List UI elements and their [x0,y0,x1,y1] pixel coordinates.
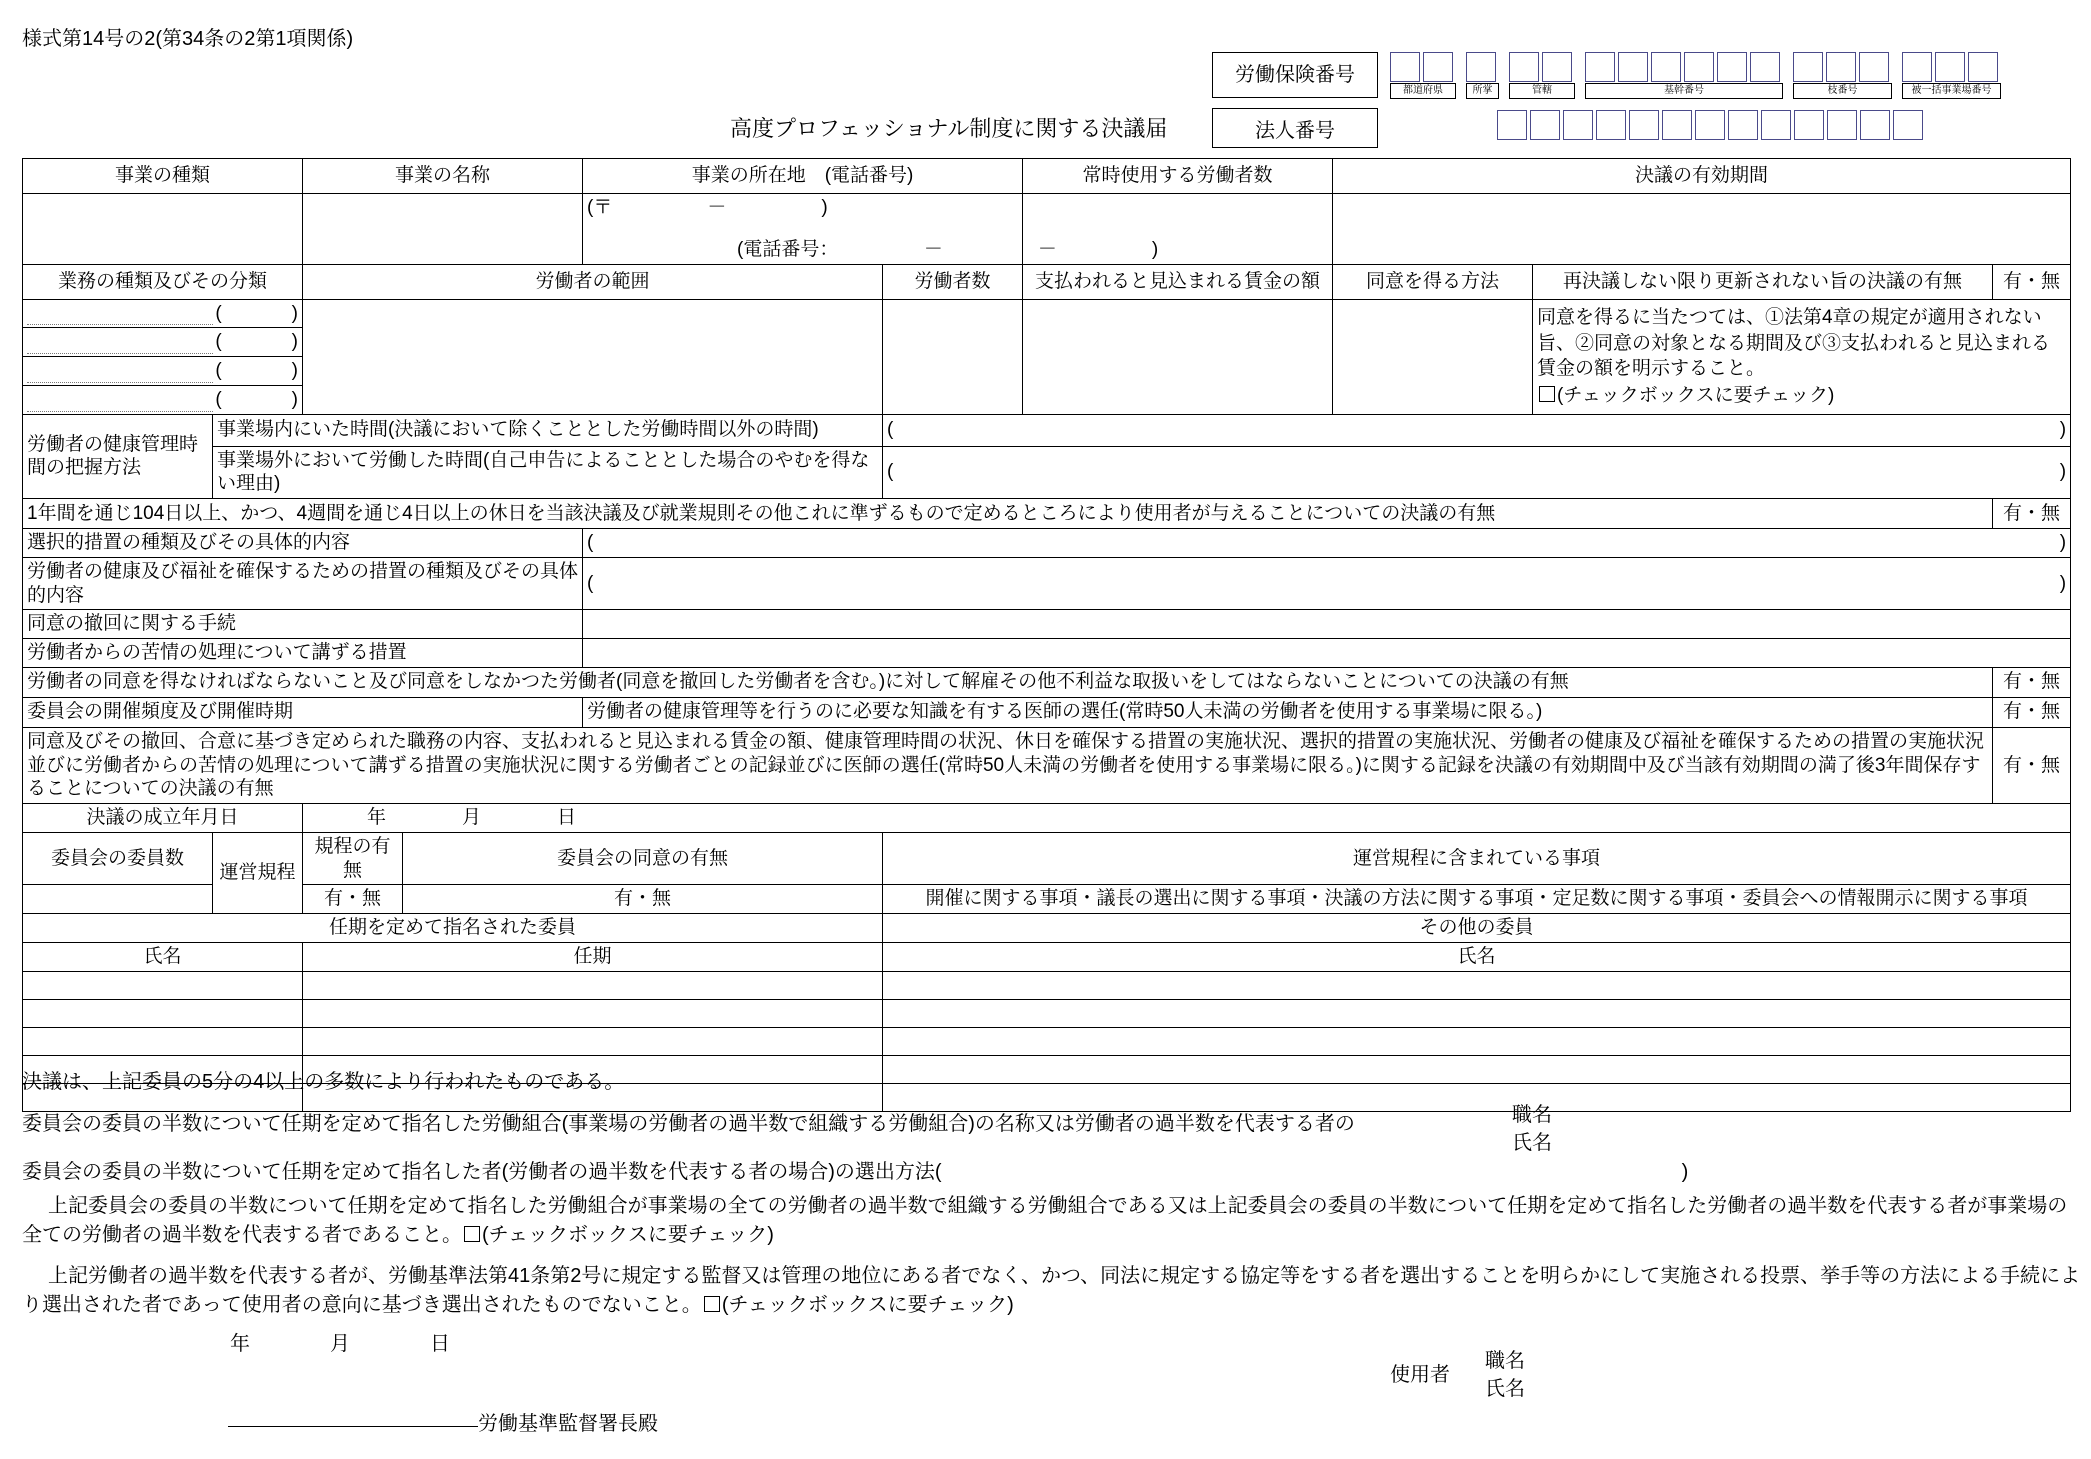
consent-checkbox-row[interactable] [1537,384,2066,408]
rep-title-label: 職名 [1512,1104,1552,1126]
header-validity-period: 決議の有効期間 [1333,159,2071,194]
office-line-text: 労働基準監督署長殿 [478,1413,658,1435]
renewal-yes-no[interactable]: 有・無 [1993,264,2071,299]
other-member-name-cell[interactable] [883,1027,2071,1055]
insurance-group-caption: 基幹番号 [1585,83,1783,99]
insurance-group-caption: 被一括事業場番号 [1902,83,2001,99]
label-committee-frequency: 委員会の開催頻度及び開催時期 [23,697,583,727]
record-yes-no[interactable]: 有・無 [1993,727,2071,803]
corporate-digit-box[interactable] [1794,110,1824,140]
worker-number-entry[interactable] [883,299,1023,414]
committee-consent-yes-no[interactable]: 有・無 [403,885,883,914]
corporate-digit-box[interactable] [1563,110,1593,140]
insurance-digit-box[interactable] [1968,52,1998,82]
footer-line-1: 決議は、上記委員の5分の4以上の多数により行われたものである。 [22,1071,625,1093]
footer-line-5-cb-note: (チェックボックスに要チェック) [721,1294,1014,1316]
insurance-group-caption: 枝番号 [1793,83,1892,99]
label-appointed-members: 任期を定めて指名された委員 [23,914,883,943]
label-rule-exists: 規程の有無 [303,832,403,885]
insurance-group-0 [1390,52,1456,99]
insurance-digit-box[interactable] [1902,52,1932,82]
selective-measure-value[interactable]: ( ) [583,529,2071,558]
other-member-name-cell[interactable] [883,999,2071,1027]
insurance-digit-box[interactable] [1542,52,1572,82]
other-member-name-cell[interactable] [883,971,2071,999]
label-committee-consent: 委員会の同意の有無 [403,832,883,885]
rep-name-label: 氏名 [1512,1132,1552,1154]
corporate-digit-box[interactable] [1695,110,1725,140]
health-time-outside: 事業場外において労働した時間(自己申告によることとした場合のやむを得ない理由) [213,446,883,499]
corporate-digit-box[interactable] [1629,110,1659,140]
footer-line-5-text: 上記労働者の過半数を代表する者が、労働基準法第41条第2号に規定する監督又は管理の地位にある者でなく、かつ、同法に規定する協定等をする者を選出することを明らかにして実施される投票、挙手等の方法による手続により選出された者であって使用者の意向に基づき選出されたものでないこと。 [22,1265,2081,1316]
label-doctor-appointment: 労働者の健康管理等を行うのに必要な知識を有する医師の選任(常時50人未満の労働者を使用する事業場に限る。) [583,697,1993,727]
consent-note-cell [1533,299,2071,414]
consent-checkbox[interactable] [1539,386,1555,402]
footer-line-3: 委員会の委員の半数について任期を定めて指名した者(労働者の過半数を代表する者の場合)の選出方法( ) [22,1161,1689,1183]
insurance-digit-box[interactable] [1826,52,1856,82]
insurance-digit-box[interactable] [1750,52,1780,82]
insurance-digit-box[interactable] [1585,52,1615,82]
footer-line-4 [22,1192,2082,1250]
insurance-digit-box[interactable] [1509,52,1539,82]
insurance-digit-box[interactable] [1618,52,1648,82]
insurance-digit-box[interactable] [1684,52,1714,82]
value-business-address[interactable] [583,194,1159,265]
value-included-matters: 開催に関する事項・議長の選出に関する事項・決議の方法に関する事項・定足数に関する事項・委員会への情報開示に関する事項 [883,885,2071,914]
label-committee-count: 委員会の委員数 [23,832,213,885]
resolution-date-format: 年 月 日 [367,807,577,828]
label-member-name: 氏名 [23,942,303,971]
corporate-digit-box[interactable] [1761,110,1791,140]
corporate-digit-box[interactable] [1827,110,1857,140]
corporate-number-boxes[interactable] [1497,110,1926,140]
holiday-yes-no[interactable]: 有・無 [1993,499,2071,529]
welfare-measure-value[interactable]: ( ) [583,557,2071,610]
label-resolution-date [23,804,303,833]
task-type-entry[interactable]: ( ) [23,299,303,328]
insurance-group-caption: 管轄 [1509,83,1575,99]
line4-checkbox[interactable] [464,1226,480,1242]
value-committee-count[interactable] [23,885,213,914]
address-tel: (電話番号： － － ) [737,238,1159,260]
line5-checkbox[interactable] [704,1296,720,1312]
health-time-outside-value[interactable]: ( ) [883,446,2071,499]
form-number: 様式第14号の2(第34条の2第1項関係) [22,28,354,50]
header-worker-scope: 労働者の範囲 [303,264,883,299]
corporate-digit-box[interactable] [1860,110,1890,140]
insurance-digit-box[interactable] [1390,52,1420,82]
rule-exists-yes-no[interactable]: 有・無 [303,885,403,914]
label-consent-required: 労働者の同意を得なければならないこと及び同意をしなかつた労働者(同意を撤回した労働者を含む。)に対して解雇その他不利益な取扱いをしてはならないことについての決議の有無 [23,667,1993,697]
insurance-group-1 [1466,52,1499,99]
corporate-digit-box[interactable] [1662,110,1692,140]
header-expected-wage: 支払われると見込まれる賃金の額 [1023,264,1333,299]
member-term-cell[interactable] [303,971,883,999]
task-type-entry[interactable]: ( ) [23,328,303,357]
insurance-digit-box[interactable] [1423,52,1453,82]
value-validity-period[interactable] [1333,194,2071,265]
health-time-inside-value[interactable]: ( ) [883,414,2071,446]
main-form-table [22,158,2071,1112]
value-business-type[interactable] [23,194,303,265]
insurance-group-2 [1509,52,1575,99]
insurance-digit-box[interactable] [1859,52,1889,82]
label-complaint-measure: 労働者からの苦情の処理について講ずる措置 [23,639,583,668]
value-business-name[interactable] [303,194,583,265]
label-included-matters: 運営規程に含まれている事項 [883,832,2071,885]
complaint-measure-value[interactable] [583,639,2071,668]
health-time-inside: 事業場内にいた時間(決議において除くこととした労働時間以外の時間) [213,414,883,446]
insurance-digit-box[interactable] [1793,52,1823,82]
consent-withdrawal-value[interactable] [583,610,2071,639]
corporate-digit-box[interactable] [1596,110,1626,140]
label-record-retention: 同意及びその撤回、合意に基づき定められた職務の内容、支払われると見込まれる賃金の額、健康管理時間の状況、休日を確保する措置の実施状況、選択的措置の実施状況、労働者の健康及び福祉を確保するための措置の実施状況並びに労働者からの苦情の処理について講ずる措置の実施状況に関する労働者ごとの記録並びに医師の選任(常時50人未満の労働者を使用する事業場に限る。)に関する記録を決議の有効期間中及び当該有効期間の満了後3年間保存することについての決議の有無 [23,727,1993,803]
member-term-cell[interactable] [303,999,883,1027]
task-type-entry[interactable]: ( ) [23,357,303,386]
member-name-cell[interactable] [23,971,303,999]
insurance-digit-box[interactable] [1466,52,1496,82]
submission-date[interactable]: 年 月 日 [230,1333,450,1355]
insurance-group-4 [1793,52,1892,99]
label-welfare-measure: 労働者の健康及び福祉を確保するための措置の種類及びその具体的内容 [23,557,583,610]
task-type-entry[interactable]: ( ) [23,385,303,414]
consent-method-entry[interactable] [1333,299,1533,414]
member-name-cell[interactable] [23,1027,303,1055]
employer-label: 使用者 [1390,1364,1450,1386]
footer-line-2: 委員会の委員の半数について任期を定めて指名した労働組合(事業場の労働者の過半数で組織する労働組合)の名称又は労働者の過半数を代表する者の [22,1113,1355,1135]
insurance-group-caption: 所掌 [1466,83,1499,99]
consent-checkbox-note: (チェックボックスに要チェック) [1557,385,1835,407]
insurance-group-caption: 都道府県 [1390,83,1456,99]
label-health-time-method: 労働者の健康管理時間の把握方法 [23,414,213,499]
header-business-name: 事業の名称 [303,159,583,194]
labor-insurance-number-label: 労働保険番号 [1212,52,1378,98]
corporate-digit-box[interactable] [1497,110,1527,140]
header-task-type: 業務の種類及びその分類 [23,264,303,299]
address-zip: (〒 － ) [587,197,828,218]
label-renewal-resolution: 再決議しない限り更新されない旨の決議の有無 [1533,264,1993,299]
insurance-digit-box[interactable] [1717,52,1747,82]
corporate-digit-box[interactable] [1893,110,1923,140]
insurance-digit-box[interactable] [1651,52,1681,82]
footer-line-5 [22,1262,2082,1320]
labor-insurance-number-boxes[interactable] [1390,52,2011,99]
label-selective-measure: 選択的措置の種類及びその具体的内容 [23,529,583,558]
employer-title-label: 職名 [1485,1350,1525,1372]
insurance-group-3 [1585,52,1783,99]
member-term-cell[interactable] [303,1027,883,1055]
label-consent-withdrawal: 同意の撤回に関する手続 [23,610,583,639]
header-worker-number: 労働者数 [883,264,1023,299]
member-name-cell[interactable] [23,999,303,1027]
resolution-date-label: 決議の成立年月日 [86,807,239,828]
employer-name-label: 氏名 [1485,1378,1525,1400]
expected-wage-entry[interactable] [1023,299,1333,414]
consent-required-yes-no[interactable]: 有・無 [1993,667,2071,697]
corporate-number-label: 法人番号 [1212,108,1378,148]
consent-note-text: 同意を得るに当たつては、①法第4章の規定が適用されない旨、②同意の対象となる期間及び③支払われると見込まれる賃金の額を明示すること。 [1537,307,2051,380]
label-other-member-name: 氏名 [883,942,2071,971]
document-title: 高度プロフェッショナル制度に関する決議届 [730,116,1168,141]
footer-line-4-cb-note: (チェックボックスに要チェック) [482,1224,774,1246]
insurance-digit-box[interactable] [1935,52,1965,82]
corporate-digit-box[interactable] [1728,110,1758,140]
header-business-address: 事業の所在地 (電話番号) [583,159,1023,194]
insurance-group-5 [1902,52,2001,99]
resolution-date-value[interactable] [303,804,2071,833]
office-name-blank[interactable] [228,1426,478,1427]
label-member-term: 任期 [303,942,883,971]
worker-scope-entry[interactable] [303,299,883,414]
header-consent-method: 同意を得る方法 [1333,264,1533,299]
header-business-type: 事業の種類 [23,159,303,194]
label-other-members: その他の委員 [883,914,2071,943]
corporate-digit-box[interactable] [1530,110,1560,140]
label-holiday-resolution: 1年間を通じ104日以上、かつ、4週間を通じ4日以上の休日を当該決議及び就業規則その他これに準ずるもので定めるところにより使用者が与えることについての決議の有無 [23,499,1993,529]
labor-office-line [228,1410,2091,1439]
doctor-yes-no[interactable]: 有・無 [1993,697,2071,727]
label-operation-rule: 運営規程 [213,832,303,913]
footer-line-4-text: 上記委員会の委員の半数について任期を定めて指名した労働組合が事業場の全ての労働者の過半数で組織する労働組合である又は上記委員会の委員の半数について任期を定めて指名した労働者の過半数を代表する者が事業場の全ての労働者の過半数を代表する者であること。 [22,1195,2068,1246]
header-worker-count: 常時使用する労働者数 [1023,159,1333,194]
